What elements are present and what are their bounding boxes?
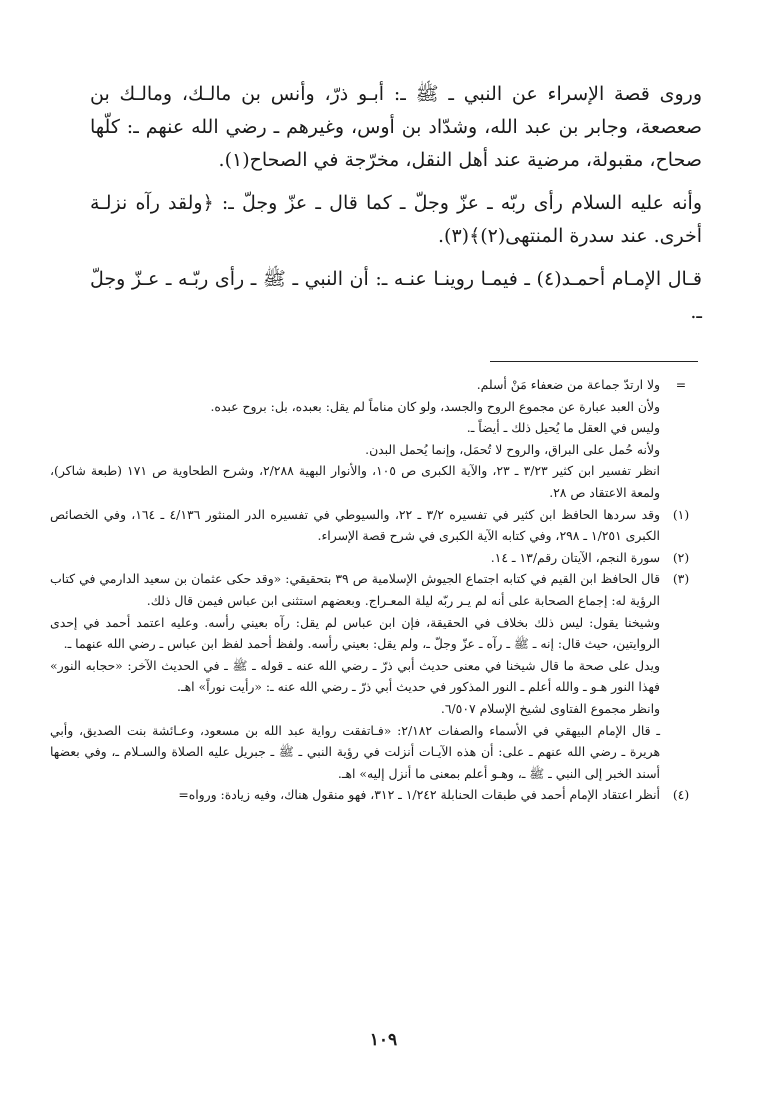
footnote-line: أنظر اعتقاد الإمام أحمد في طبقات الحنابلة ١/٢٤٢ ـ ٣١٢، فهو منقول هناك، وفيه زيادة: ورواه= xyxy=(178,787,660,803)
footnote-line: وانظر مجموع الفتاوى لشيخ الإسلام ٦/٥٠٧. xyxy=(440,700,660,716)
footnote-divider xyxy=(490,361,698,362)
footnote-line: ويدل على صحة ما قال شيخنا في معنى حديث أبي ذرّ ـ رضي الله عنه ـ قوله ـ ﷺ ـ في الحديث الآخر: «حجابه النور» فهذا النور هـو ـ والله أعلم ـ النور المذكور في حديث أبي ذرّ ـ رضي الله عنه ـ: «رأيت نوراً» اهـ. xyxy=(50,657,660,695)
footnote-3 xyxy=(50,568,702,784)
footnote-line: ولأنه حُمل على البراق، والروح لا تُحمَل، وإنما يُحمل البدن. xyxy=(365,441,660,457)
main-paragraph-1: وروى قصة الإسراء عن النبي ـ ﷺ ـ: أبـو ذرّ، وأنس بن مالـك، ومالـك بن صعصعة، وجابر بن عبد الله، وشدّاد بن أوس، وغيرهم ـ رضي الله عنهم ـ: كلّها صحاح، مقبولة، مرضية عند أهل النقل، مخرّجة في الصحاح(١). xyxy=(90,83,702,171)
footnote-marker: (٢) xyxy=(672,549,690,565)
footnote-line: وشيخنا يقول: ليس ذلك بخلاف في الحقيقة، فإن ابن عباس لم يقل: رآه بعيني رأسه. وعليه اعتمد أحمد في إحدى الروايتين، حيث قال: إنه ـ ﷺ ـ رآه ـ عزّ وجلّ ـ، ولم يقل: بعيني رأسه. ولفظ أحمد لفظ ابن عباس ـ رضي الله عنهما ـ. xyxy=(50,614,660,652)
main-text xyxy=(90,78,702,339)
footnote-line: قال الحافظ ابن القيم في كتابه اجتماع الجيوش الإسلامية ص ٣٩ بتحقيقي: «وقد حكى عثمان بن سعيد الدارمي في كتاب الرؤية له: إجماع الصحابة على أنه لم يـر ربّه ليلة المعـراج. وبعضهم استثنى ابن عباس فيمن قال ذلك. xyxy=(50,571,661,608)
footnote-line: ولا ارتدّ جماعة من ضعفاء مَنْ أسلم. xyxy=(476,377,660,392)
page-number: ١٠٩ xyxy=(369,1030,398,1050)
footnote-4 xyxy=(50,784,702,806)
footnote-1 xyxy=(50,504,702,547)
footnote-line: وليس في العقل ما يُحيل ذلك ـ أيضاً ـ. xyxy=(466,420,660,436)
footnote-marker: (٤) xyxy=(672,787,690,803)
footnote-line: ولأن العبد عبارة عن مجموع الروح والجسد، ولو كان مناماً لم يقل: بعبده، بل: بروح عبده. xyxy=(210,398,660,414)
main-paragraph-2: وأنه عليه السلام رأى ربّه ـ عزّ وجلّ ـ كما قال ـ عزّ وجلّ ـ: ﴿ولقد رآه نزلـة أخرى. عند سدرة المنتهى(٢)﴾(٣). xyxy=(90,192,702,247)
footnote-2 xyxy=(50,547,702,569)
footnotes xyxy=(50,374,702,806)
footnote-marker: (١) xyxy=(672,506,690,522)
footnote-line: انظر تفسير ابن كثير ٣/٢٣ ـ ٢٣، والآية الكبرى ص ١٠٥، والأنوار البهية ٢/٢٨٨، وشرح الطحاوية ص ١٧١ (طبعة شاكر)، ولمعة الاعتقاد ص ٢٨. xyxy=(50,463,660,500)
footnote-marker: = xyxy=(675,377,687,392)
footnote-marker: (٣) xyxy=(672,571,690,587)
main-paragraph-3: قـال الإمـام أحمـد(٤) ـ فيمـا روينـا عنـه ـ: أن النبي ـ ﷺ ـ رأى ربّـه ـ عـزّ وجلّ ـ. xyxy=(90,268,702,323)
footnote-line: وقد سردها الحافظ ابن كثير في تفسيره ٣/٢ ـ ٢٢، والسيوطي في تفسيره الدر المنثور ٤/١٣٦ ـ ١٦٤، وفي الخصائص الكبرى ١/٢٥١ ـ ٢٩٨، وفي كتابه الآية الكبرى في شرح قصة الإسراء. xyxy=(50,506,660,544)
footnote-line: ـ قال الإمام البيهقي في الأسماء والصفات ٢/١٨٢: «فـاتفقت رواية عبد الله بن مسعود، وعـائشة بنت الصديق، وأبي هريرة ـ رضي الله عنهم ـ على: أن هذه الآيـات أنزلت في رؤية النبي ـ ﷺ ـ جبريل عليه الصلاة والسـلام ـ، وفي بعضها أسند الخبر إلى النبي ـ ﷺ ـ، وهـو أعلم بمعنى ما أنزل إليه» اهـ. xyxy=(50,722,661,781)
footnote-continuation xyxy=(50,374,702,504)
footnote-line: سورة النجم، الآيتان رقم/١٣ ـ ١٤. xyxy=(490,549,660,565)
